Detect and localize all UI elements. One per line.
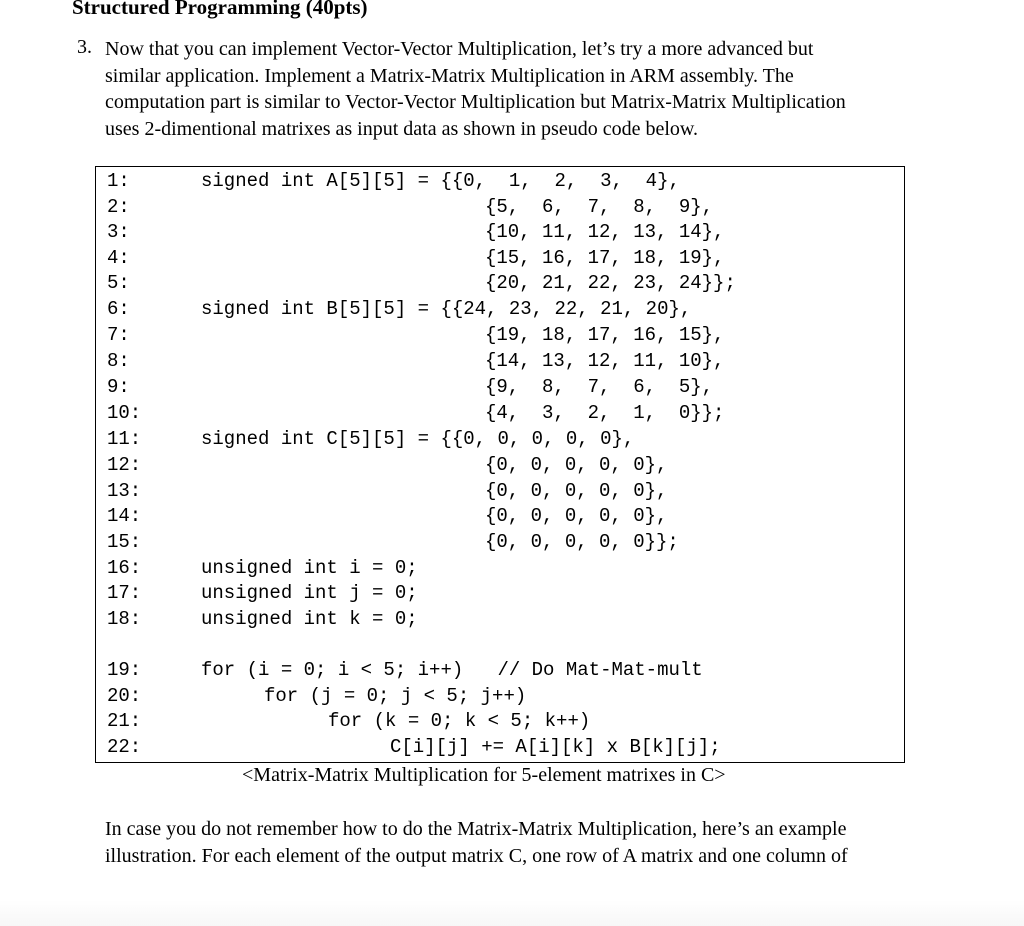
question-line: computation part is similar to Vector-Vector Multiplication but Matrix-Matrix Multiplication	[105, 91, 846, 114]
code-line: {15, 16, 17, 18, 19},	[485, 247, 725, 269]
code-line: for (i = 0; i < 5; i++) // Do Mat-Mat-mult	[201, 659, 703, 681]
code-line: for (k = 0; k < 5; k++)	[328, 710, 591, 732]
question-line: Now that you can implement Vector-Vector Multiplication, let’s try a more advanced but	[105, 38, 814, 60]
line-number: 14:	[107, 505, 142, 527]
followup-line: illustration. For each element of the output matrix C, one row of A matrix and one column of	[105, 844, 848, 867]
line-number: 10:	[107, 402, 142, 424]
code-line: {5, 6, 7, 8, 9},	[485, 196, 714, 218]
line-number: 8:	[107, 350, 130, 372]
section-heading: Structured Programming (40pts)	[72, 0, 368, 19]
code-line: {9, 8, 7, 6, 5},	[485, 376, 714, 398]
code-line: {20, 21, 22, 23, 24}};	[485, 272, 736, 294]
code-line: signed int B[5][5] = {{24, 23, 22, 21, 20},	[201, 298, 692, 320]
code-line: {0, 0, 0, 0, 0},	[485, 454, 668, 476]
line-number: 22:	[107, 736, 142, 758]
followup-line: In case you do not remember how to do the Matrix-Matrix Multiplication, here’s an example	[105, 818, 847, 840]
line-number: 3:	[107, 221, 130, 243]
code-line: {14, 13, 12, 11, 10},	[485, 350, 725, 372]
code-line: {0, 0, 0, 0, 0},	[485, 480, 668, 502]
line-number: 7:	[107, 324, 130, 346]
line-number: 4:	[107, 247, 130, 269]
code-line: for (j = 0; j < 5; j++)	[264, 685, 527, 707]
line-number: 13:	[107, 480, 142, 502]
line-number: 15:	[107, 531, 142, 553]
line-number: 5:	[107, 272, 130, 294]
line-number: 16:	[107, 557, 142, 579]
line-number: 6:	[107, 298, 130, 320]
line-number: 21:	[107, 710, 142, 732]
page-bottom-shade	[0, 900, 1024, 926]
code-line: unsigned int j = 0;	[201, 582, 418, 604]
code-line: unsigned int k = 0;	[201, 608, 418, 630]
code-line: C[i][j] += A[i][k] x B[k][j];	[390, 736, 721, 758]
code-line: {19, 18, 17, 16, 15},	[485, 324, 725, 346]
code-line: unsigned int i = 0;	[201, 557, 418, 579]
question-text	[105, 36, 1005, 143]
line-number: 19:	[107, 659, 142, 681]
line-number: 1:	[107, 170, 130, 192]
question-line: uses 2-dimentional matrixes as input data as shown in pseudo code below.	[105, 118, 699, 141]
followup-text	[105, 816, 1005, 869]
line-number: 9:	[107, 376, 130, 398]
line-number: 20:	[107, 685, 142, 707]
line-number: 18:	[107, 608, 142, 630]
question-line: similar application. Implement a Matrix-Matrix Multiplication in ARM assembly. The	[105, 64, 794, 87]
line-number: 2:	[107, 196, 130, 218]
line-number: 17:	[107, 582, 142, 604]
code-line: {0, 0, 0, 0, 0}};	[485, 531, 679, 553]
line-number: 11:	[107, 428, 142, 450]
code-caption: <Matrix-Matrix Multiplication for 5-element matrixes in C>	[242, 764, 726, 786]
code-line: signed int A[5][5] = {{0, 1, 2, 3, 4},	[201, 170, 680, 192]
code-line: {4, 3, 2, 1, 0}};	[485, 402, 725, 424]
code-line: signed int C[5][5] = {{0, 0, 0, 0, 0},	[201, 428, 635, 450]
line-number: 12:	[107, 454, 142, 476]
code-line: {10, 11, 12, 13, 14},	[485, 221, 725, 243]
question-number: 3.	[77, 36, 92, 58]
code-line: {0, 0, 0, 0, 0},	[485, 505, 668, 527]
